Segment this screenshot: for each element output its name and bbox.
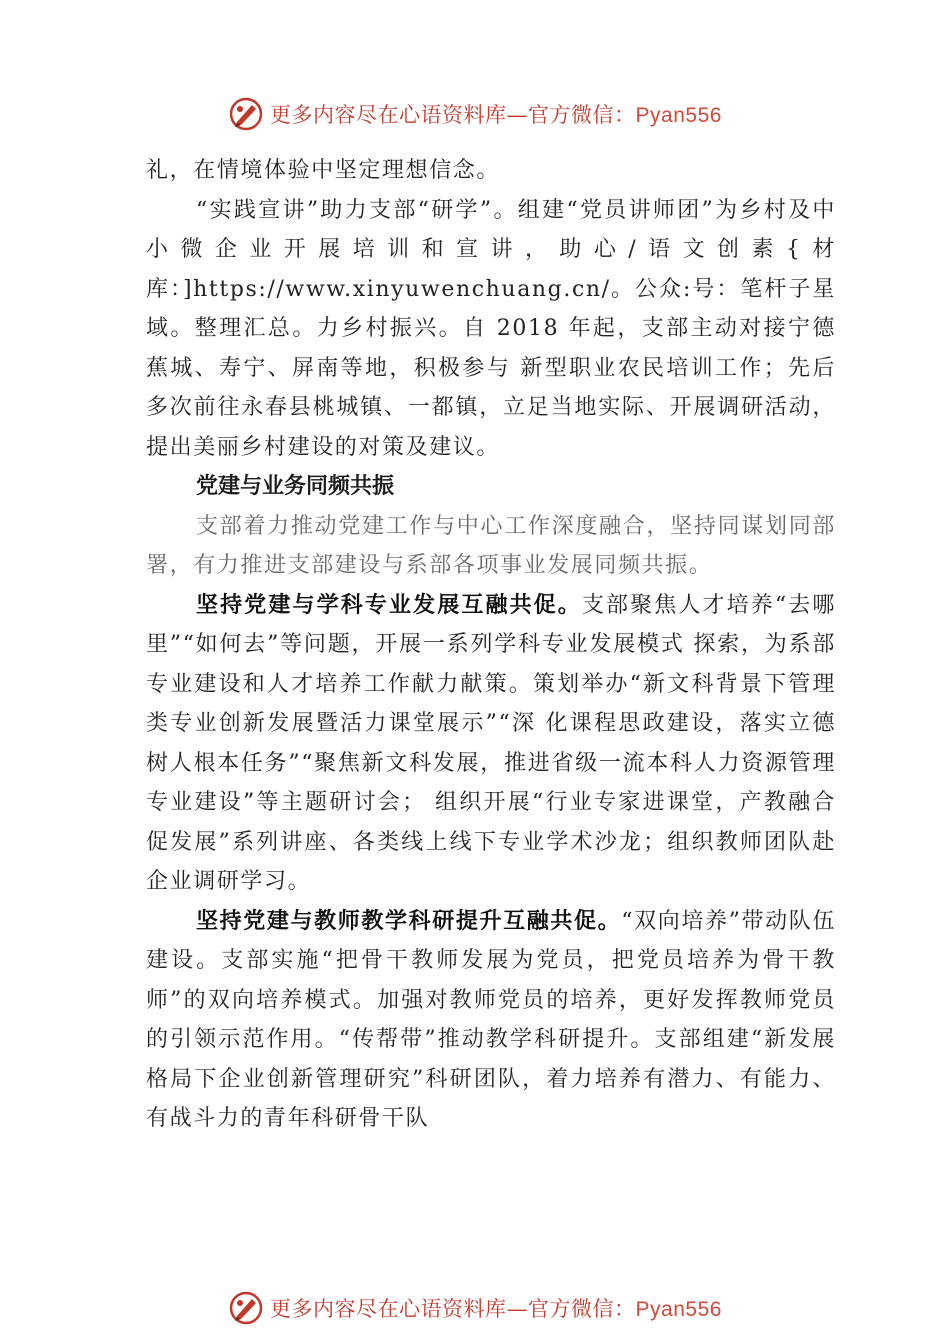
- paragraph-body-teaching: “双向培养”带动队伍建设。支部实施“把骨干教师发展为党员，把党员培养为骨干教师”的双向培养模式。加强对教师党员的培养，更好发挥教师党员的引领示范作用。“传帮带”推动教学科研提升。支部组建“新发展格局下企业创新管理研究”科研团队，着力培养有潜力、有能力、有战斗力的青年科研骨干队: [146, 908, 836, 1131]
- paragraph-section-intro: 支部着力推动党建工作与中心工作深度融合，坚持同谋划同部署，有力推进支部建设与系部各项事业发展同频共振。: [146, 513, 836, 578]
- paragraph-lead-teaching: 坚持党建与教师教学科研提升互融共促。: [196, 907, 622, 934]
- header-watermark-text: 更多内容尽在心语资料库—官方微信：Pyan556: [270, 103, 722, 127]
- paragraph-discipline-development: [146, 586, 836, 902]
- section-heading: 党建与业务同频共振: [196, 474, 395, 499]
- document-body: [146, 151, 836, 1139]
- pen-logo-icon: [228, 1290, 264, 1326]
- header-wechat-id: Pyan556: [635, 104, 722, 127]
- paragraph-lead-discipline: 坚持党建与学科专业发展互融共促。: [196, 591, 582, 618]
- footer-watermark-text: 更多内容尽在心语资料库—官方微信：Pyan556: [270, 1297, 722, 1321]
- paragraph-practice-lecture: “实践宣讲”助力支部“研学”。组建“党员讲师团”为乡村及中小微企业开展培训和宣讲，助心/语文创素{材库：]https://www.xinyuwenchuang.cn/。公众:号：笔杆子星域。整理汇总。力乡村振兴。自 2018 年起，支部主动对接宁德蕉城、寿宁、屏南等地，积极参与 新型职业农民培训工作；先后多次前往永春县桃城镇、一都镇，立足当地实际、开展调研活动，提出美丽乡村建设的对策及建议。: [146, 197, 836, 460]
- footer-watermark-banner: [0, 1288, 950, 1328]
- paragraph-continued: 礼，在情境体验中坚定理想信念。: [146, 158, 501, 183]
- pen-logo-icon: [228, 96, 264, 132]
- paragraph-teaching-research: [146, 902, 836, 1139]
- footer-wechat-id: Pyan556: [635, 1298, 722, 1321]
- header-watermark-banner: [0, 94, 950, 134]
- paragraph-body-discipline: 支部聚焦人才培养“去哪里”“如何去”等问题，开展一系列学科专业发展模式 探索，为系部专业建设和人才培养工作献力献策。策划举办“新文科背景下管理类专业创新发展暨活力课堂展示”“深 化课程思政建设，落实立德树人根本任务”“聚焦新文科发展，推进省级一流本科人力资源管理专业建设”等主题研讨会； 组织开展“行业专家进课堂，产教融合促发展”系列讲座、各类线上线下专业学术沙龙；组织教师团队赴企业调研学习。: [146, 592, 836, 894]
